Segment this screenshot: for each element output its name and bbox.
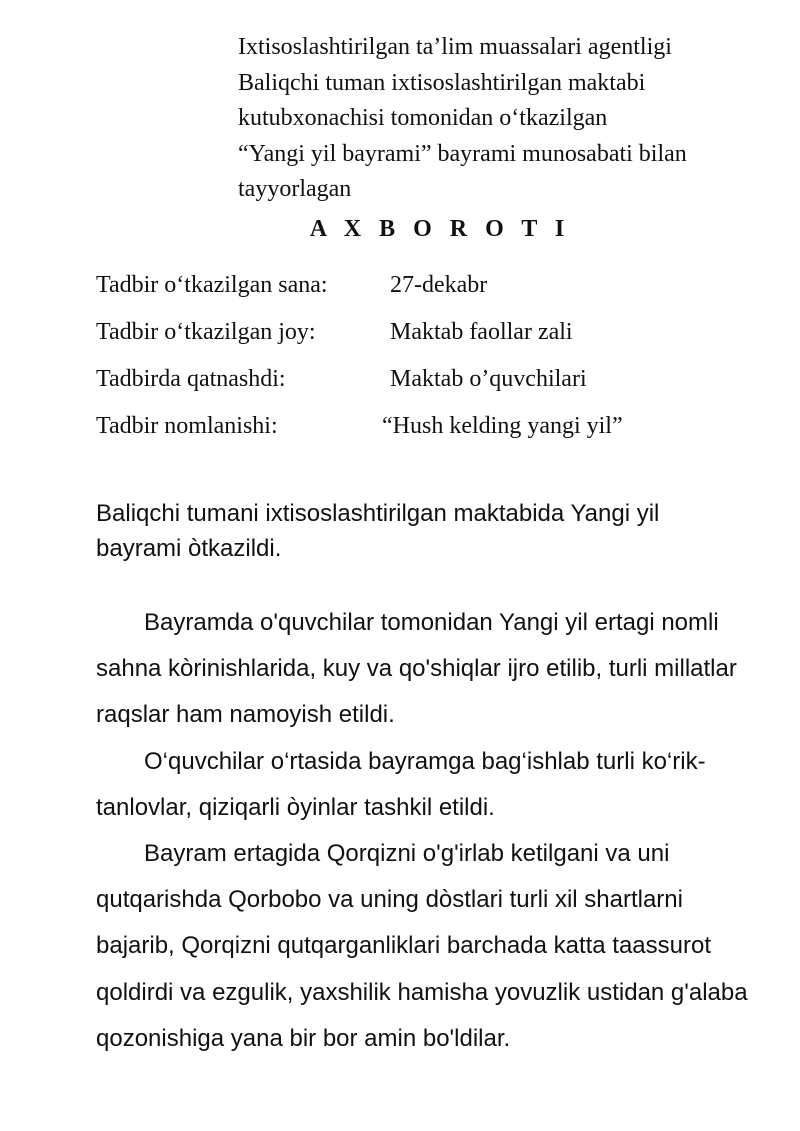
body-line: qutqarishda Qorbobo va uning dòstlari turli xil shartlarni — [96, 886, 683, 914]
event-place-label: Tadbir o‘tkazilgan joy: — [96, 319, 316, 345]
event-name-value: “Hush kelding yangi yil” — [382, 413, 623, 439]
body-line: sahna kòrinishlarida, kuy va qo'shiqlar ijro etilib, turli millatlar — [96, 655, 737, 683]
document-header — [238, 30, 778, 208]
event-name-row — [96, 413, 756, 460]
event-name-label: Tadbir nomlanishi: — [96, 413, 278, 439]
body-line: qoldirdi va ezgulik, yaxshilik hamisha yovuzlik ustidan g'alaba — [96, 978, 748, 1006]
document-title: A X B O R O T I — [309, 216, 571, 242]
body-line: tanlovlar, qiziqarli òyinlar tashkil etildi. — [96, 793, 495, 821]
body-paragraphs — [96, 600, 786, 1062]
body-line: bajarib, Qorqizni qutqarganliklari barchada katta taassurot — [96, 932, 712, 960]
event-date-row — [96, 272, 756, 319]
intro-line: Baliqchi tumani ixtisoslashtirilgan maktabida Yangi yil — [96, 500, 660, 527]
event-place-row — [96, 319, 756, 366]
header-line: kutubxonachisi tomonidan o‘tkazilgan — [238, 105, 608, 131]
event-date-label: Tadbir o‘tkazilgan sana: — [96, 272, 328, 298]
header-line: Baliqchi tuman ixtisoslashtirilgan maktabi — [238, 69, 646, 96]
event-participants-label: Tadbirda qatnashdi: — [96, 366, 286, 392]
intro-line: bayrami òtkazildi. — [96, 535, 282, 562]
body-line: raqslar ham namoyish etildi. — [96, 701, 395, 729]
body-line: qozonishiga yana bir bor amin bo'ldilar. — [96, 1024, 511, 1052]
event-participants-value: Maktab o’quvchilari — [390, 366, 587, 392]
header-line: “Yangi yil bayrami” bayrami munosabati bilan — [238, 140, 687, 167]
event-date-value: 27-dekabr — [390, 272, 488, 298]
header-line: tayyorlagan — [238, 176, 352, 202]
body-line: Bayramda o'quvchilar tomonidan Yangi yil ertagi nomli — [144, 609, 719, 636]
event-info-table — [96, 272, 756, 460]
body-line: Bayram ertagida Qorqizni o'g'irlab ketilgani va uni — [144, 840, 670, 868]
event-participants-row — [96, 366, 756, 413]
body-line: O‘quvchilar o‘rtasida bayramga bag‘ishlab turli ko‘rik- — [144, 747, 706, 775]
event-place-value: Maktab faollar zali — [390, 319, 573, 345]
intro-paragraph — [96, 496, 756, 566]
header-line: Ixtisoslashtirilgan ta’lim muassalari agentligi — [238, 34, 672, 60]
